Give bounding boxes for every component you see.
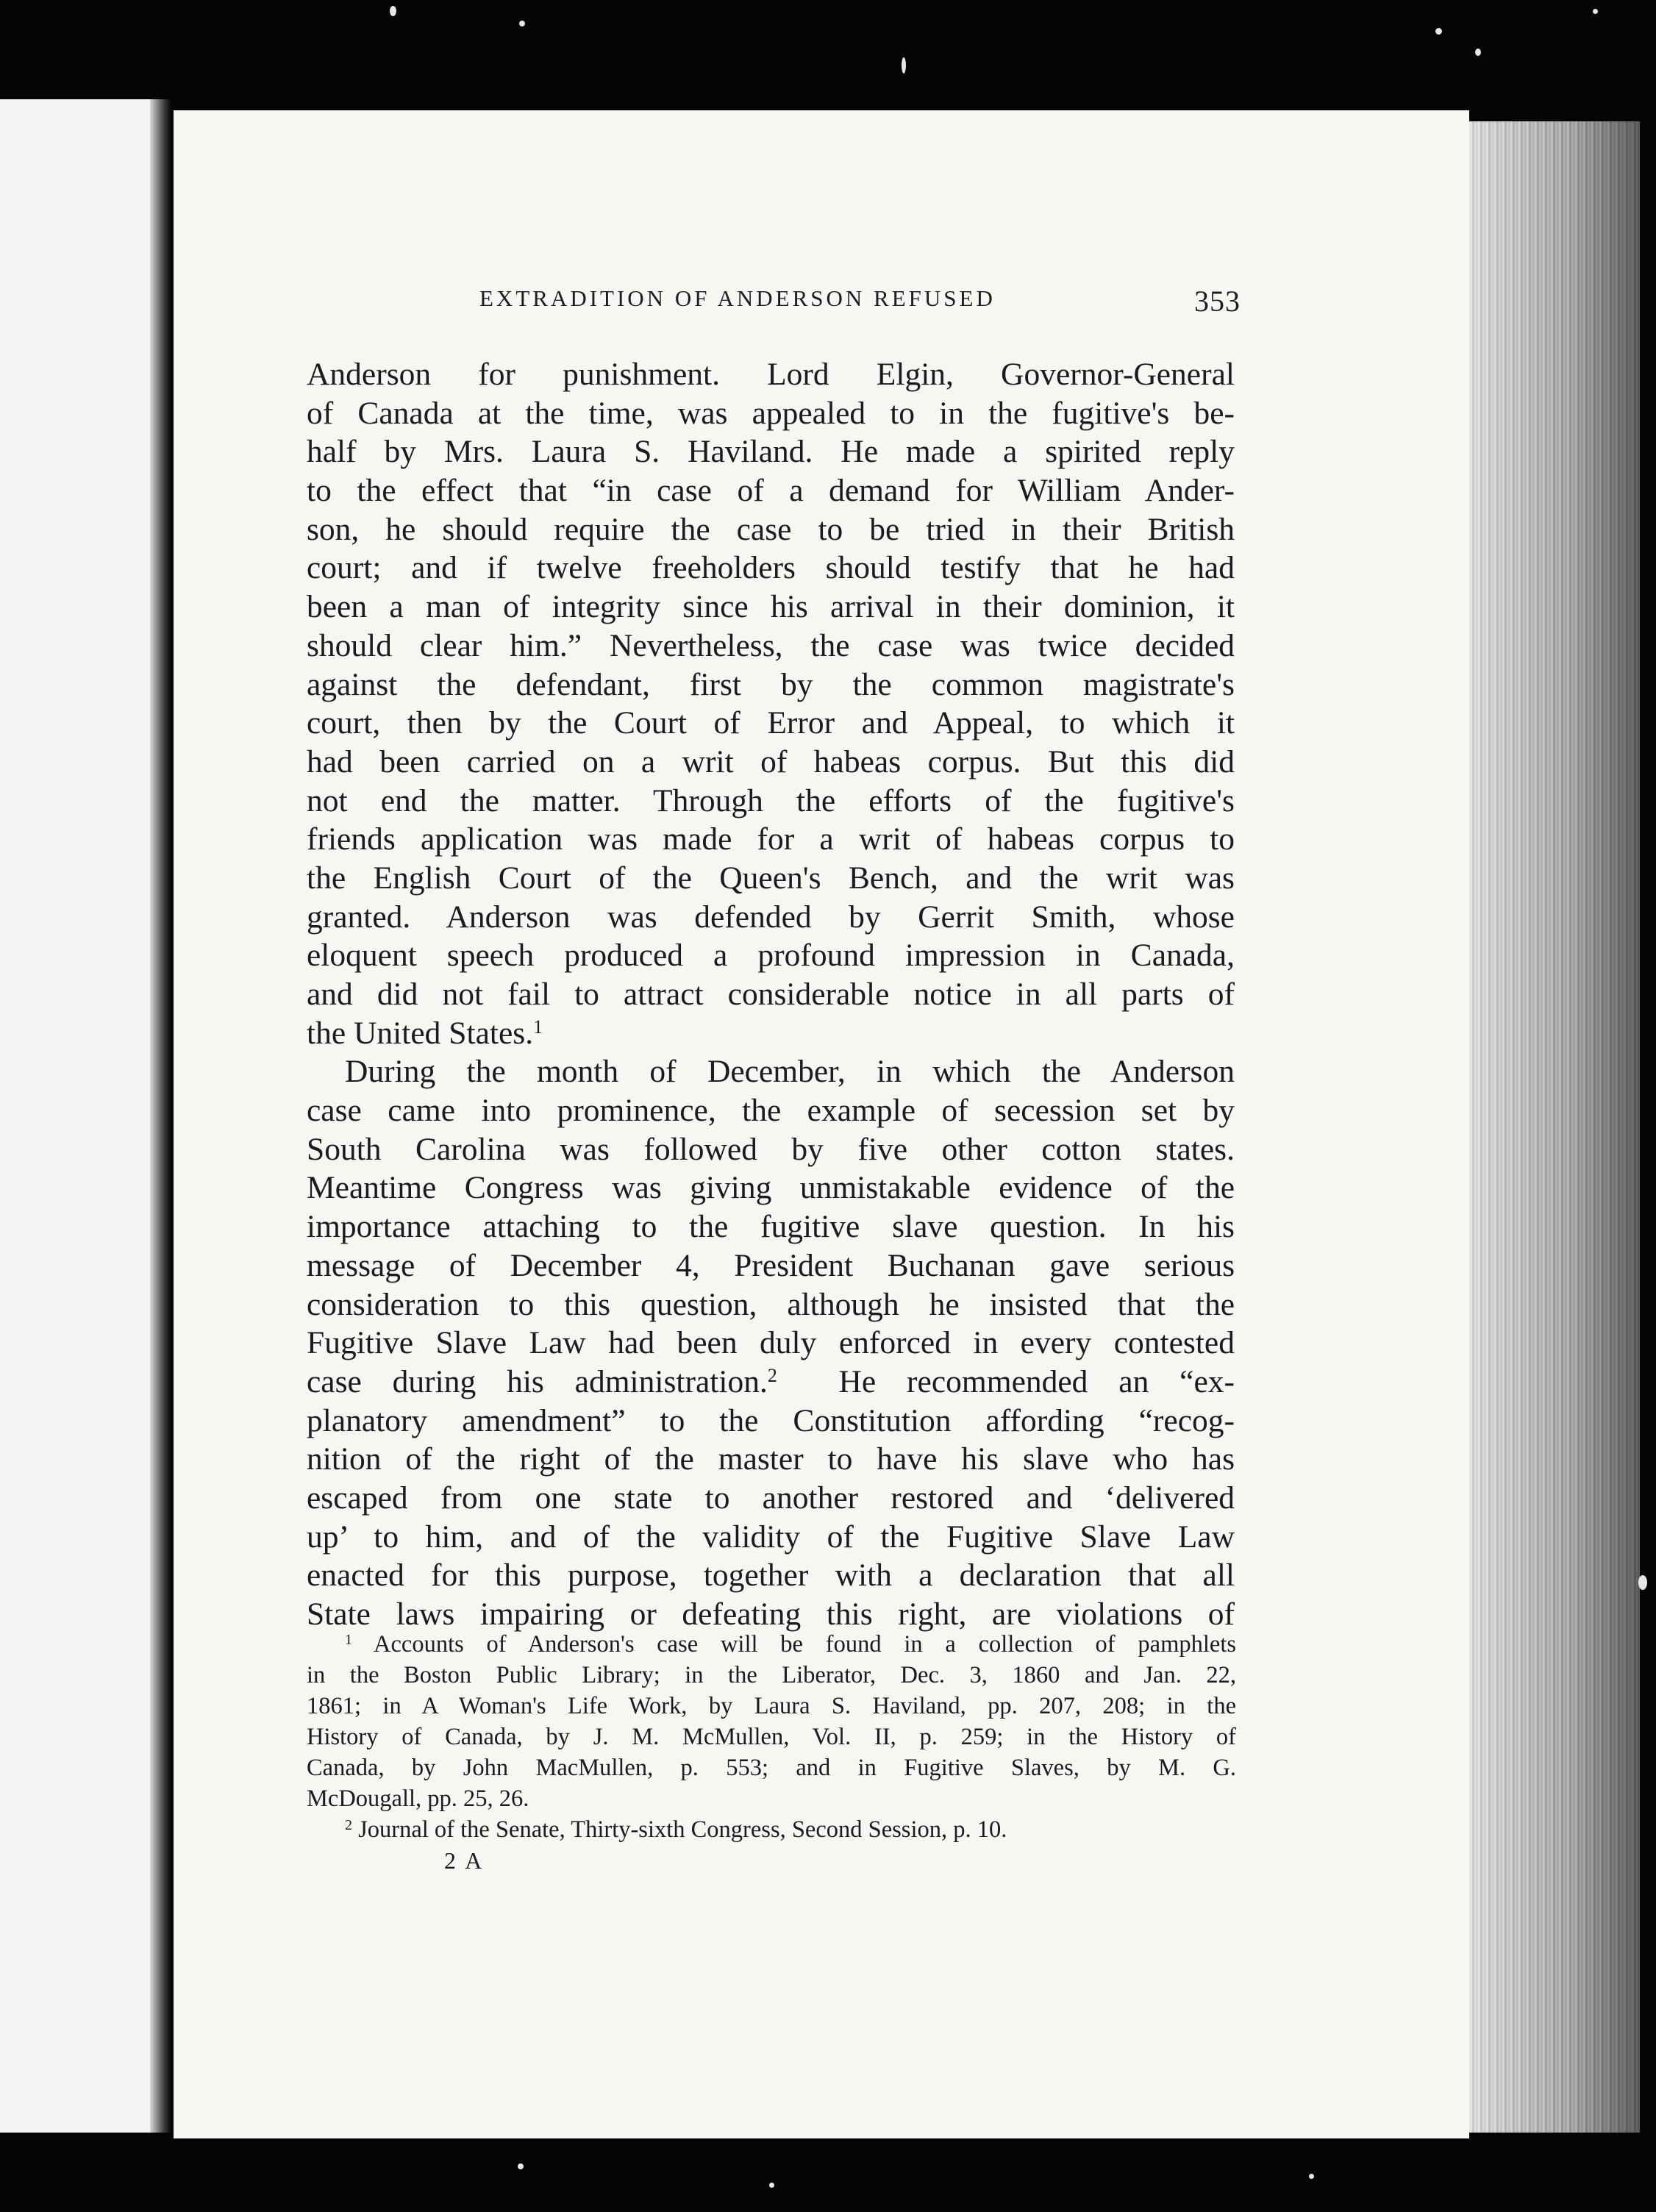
dust-speck: [769, 2183, 774, 2188]
text-line: During the month of December, in which the Anderson: [345, 1054, 1235, 1090]
text-line: enacted for this purpose, together with a declaration that all: [307, 1558, 1235, 1594]
footnote-ref-1: 1: [533, 1016, 543, 1038]
footnote-1-line: [307, 1629, 1236, 1660]
text-line: friends application was made for a writ of habeas corpus to: [307, 821, 1235, 857]
dust-speck: [1638, 1575, 1647, 1590]
text-line: of Canada at the time, was appealed to in the fugitive's be-: [307, 395, 1235, 431]
body-text: [307, 355, 1235, 1634]
text-line: nition of the right of the master to have his slave who has: [307, 1441, 1235, 1477]
dust-speck: [1435, 28, 1442, 35]
footnote-1-line: History of Canada, by J. M. McMullen, Vol. II, p. 259; in the History of: [307, 1724, 1236, 1750]
text-line: granted. Anderson was defended by Gerrit Smith, whose: [307, 899, 1235, 935]
text-line: had been carried on a writ of habeas corpus. But this did: [307, 743, 1235, 779]
book-gutter: [150, 99, 171, 2133]
footnote-1-line: McDougall, pp. 25, 26.: [307, 1785, 529, 1812]
text-line: court; and if twelve freeholders should testify that he had: [307, 550, 1235, 586]
text-line: [307, 1014, 1235, 1053]
text-line: Meantime Congress was giving unmistakable evidence of the: [307, 1170, 1235, 1206]
text-line: up’ to him, and of the validity of the Fugitive Slave Law: [307, 1519, 1235, 1555]
text-line: son, he should require the case to be tried in their British: [307, 511, 1235, 547]
dust-speck: [1309, 2174, 1314, 2179]
text-line: planatory amendment” to the Constitution affording “recog-: [307, 1402, 1235, 1438]
running-title: EXTRADITION OF ANDERSON REFUSED: [479, 285, 996, 311]
footnote-2-marker: 2: [345, 1817, 352, 1833]
footnote-2-line: [307, 1814, 1236, 1845]
facing-page: [0, 99, 158, 2133]
text-line: importance attaching to the fugitive slave question. In his: [307, 1209, 1235, 1245]
text-line: Anderson for punishment. Lord Elgin, Governor-General: [307, 357, 1235, 392]
footnote-text: Journal of the Senate, Thirty-sixth Congress, Second Session, p. 10.: [358, 1816, 1007, 1843]
footnotes: [307, 1629, 1236, 1845]
footnote-1-marker: 1: [345, 1632, 352, 1648]
text-line: to the effect that “in case of a demand for William Ander-: [307, 473, 1235, 509]
text-line: South Carolina was followed by five other cotton states.: [307, 1131, 1235, 1167]
footnote-1-line: Canada, by John MacMullen, p. 553; and in Fugitive Slaves, by M. G.: [307, 1755, 1236, 1781]
text-fragment: case during his administration.: [307, 1363, 768, 1399]
footnote-text: Accounts of Anderson's case will be found in a collection of pamphlets: [374, 1631, 1236, 1658]
text-line: [307, 1363, 1235, 1402]
dust-speck: [390, 6, 396, 16]
signature-mark: 2 A: [444, 1847, 485, 1874]
dust-speck: [1475, 49, 1481, 56]
text-line: escaped from one state to another restored and ‘delivered: [307, 1480, 1235, 1516]
text-line: Fugitive Slave Law had been duly enforced in every contested: [307, 1325, 1235, 1361]
text-line: against the defendant, first by the common magistrate's: [307, 666, 1235, 702]
text-line: court, then by the Court of Error and Appeal, to which it: [307, 705, 1235, 741]
dust-speck: [518, 2163, 524, 2169]
text-line: not end the matter. Through the efforts of the fugitive's: [307, 782, 1235, 818]
text-line: eloquent speech produced a profound impression in Canada,: [307, 938, 1235, 974]
text-line: half by Mrs. Laura S. Haviland. He made a spirited reply: [307, 434, 1235, 470]
text-line: case came into prominence, the example of secession set by: [307, 1093, 1235, 1129]
footnote-1-line: 1861; in A Woman's Life Work, by Laura S. Haviland, pp. 207, 208; in the: [307, 1693, 1236, 1719]
footnote-ref-2: 2: [767, 1364, 777, 1386]
page-number: 353: [1194, 285, 1241, 318]
text-line: been a man of integrity since his arrival in their dominion, it: [307, 589, 1235, 625]
dust-speck: [519, 21, 525, 26]
text-line: and did not fail to attract considerable notice in all parts of: [307, 977, 1235, 1012]
dust-speck: [902, 57, 906, 74]
footnote-1-line: in the Boston Public Library; in the Liberator, Dec. 3, 1860 and Jan. 22,: [307, 1662, 1236, 1688]
text-line: State laws impairing or defeating this right, are violations of: [307, 1596, 1235, 1632]
running-head: [307, 284, 1241, 321]
text-line: message of December 4, President Buchanan gave serious: [307, 1247, 1235, 1283]
text-line: should clear him.” Nevertheless, the case was twice decided: [307, 627, 1235, 663]
text-fragment: He recommended an “ex-: [777, 1363, 1235, 1399]
text-fragment: the United States.: [307, 1015, 534, 1051]
text-line: the English Court of the Queen's Bench, and the writ was: [307, 860, 1235, 896]
dust-speck: [1593, 9, 1598, 14]
text-line: consideration to this question, although he insisted that the: [307, 1286, 1235, 1322]
page-stack-shadow: [1469, 121, 1640, 2133]
